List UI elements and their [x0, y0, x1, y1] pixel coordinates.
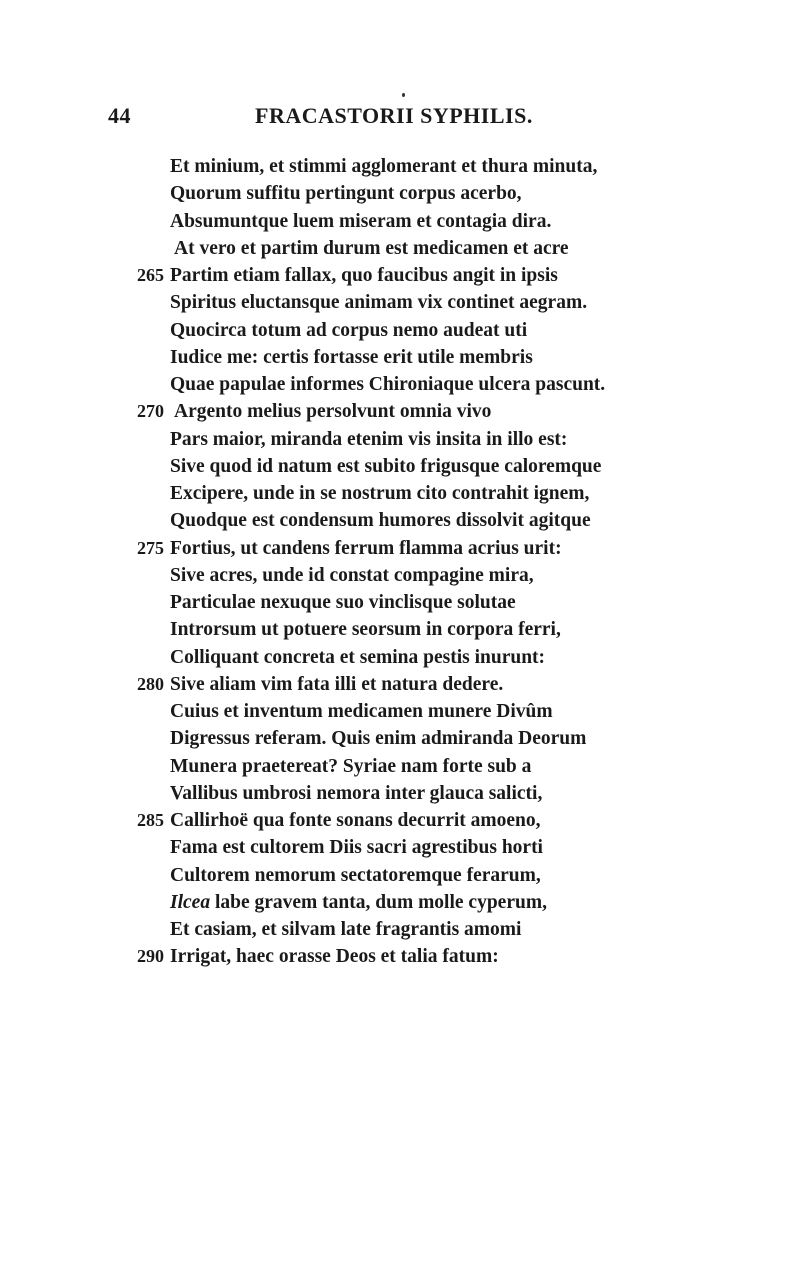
line-text-rest: labe gravem tanta, dum molle cyperum, — [214, 891, 547, 913]
page-number: 44 — [108, 103, 131, 128]
verse-line — [0, 344, 800, 371]
line-text: Digressus referam. Quis enim admiranda Deorum — [170, 728, 587, 750]
line-text: Irrigat, haec orasse Deos et talia fatum: — [170, 946, 499, 968]
line-text — [170, 889, 547, 916]
line-text: Excipere, unde in se nostrum cito contrahit ignem, — [170, 483, 590, 504]
line-text: Cuius et inventum medicamen munere Divûm — [170, 701, 553, 722]
verse-line — [0, 262, 800, 289]
line-text: Colliquant concreta et semina pestis inurunt: — [170, 646, 546, 668]
verse-line — [0, 208, 800, 235]
line-text: Particulae nexuque suo vinclisque solutae — [170, 592, 516, 613]
line-text: Argento melius persolvunt omnia vivo — [174, 401, 492, 423]
line-text: Vallibus umbrosi nemora inter glauca salicti, — [170, 782, 543, 804]
verse-line — [0, 180, 800, 207]
line-text: Sive aliam vim fata illi et natura dedere. — [170, 673, 504, 695]
verse-line — [0, 535, 800, 562]
line-text: Et casiam, et silvam late fragrantis amomi — [170, 919, 522, 940]
verse-line — [0, 398, 800, 425]
line-text: Sive acres, unde id constat compagine mira, — [170, 564, 534, 586]
line-text: Partim etiam fallax, quo faucibus angit in ipsis — [170, 265, 558, 286]
verse-line — [0, 562, 800, 589]
verse-line — [0, 616, 800, 643]
line-number: 275 — [137, 537, 164, 558]
verse-line — [0, 371, 800, 398]
verse-block — [0, 153, 800, 971]
verse-line — [0, 753, 800, 780]
verse-line — [0, 589, 800, 616]
verse-line — [0, 780, 800, 807]
line-text: Iudice me: certis fortasse erit utile membris — [170, 346, 533, 368]
line-number: 285 — [137, 810, 164, 830]
line-number: 270 — [137, 401, 164, 422]
running-title: FRACASTORII SYPHILIS. — [255, 103, 533, 128]
verse-line — [0, 153, 800, 180]
line-text: Introrsum ut potuere seorsum in corpora ferri, — [170, 619, 561, 641]
italic-word: Ilcea — [170, 891, 211, 913]
line-text: Fama est cultorem Diis sacri agrestibus horti — [170, 837, 543, 859]
line-text: At vero et partim durum est medicamen et acre — [174, 237, 569, 259]
verse-line — [0, 862, 800, 889]
verse-line — [0, 317, 800, 344]
line-text: Fortius, ut candens ferrum flamma acrius urit: — [170, 537, 562, 559]
verse-line — [0, 644, 800, 671]
line-text: Quae papulae informes Chironiaque ulcera pascunt. — [170, 374, 606, 395]
line-number: 265 — [137, 265, 164, 285]
verse-line — [0, 671, 800, 698]
line-text: Sive quod id natum est subito frigusque caloremque — [170, 455, 602, 477]
line-text: Quocirca totum ad corpus nemo audeat uti — [170, 319, 528, 341]
verse-line — [0, 289, 800, 316]
verse-line — [0, 916, 800, 943]
verse-line — [0, 507, 800, 534]
verse-line — [0, 698, 800, 725]
line-number: 280 — [137, 673, 164, 694]
print-speck — [402, 93, 405, 97]
line-text: Munera praetereat? Syriae nam forte sub a — [170, 755, 532, 777]
line-text: Et minium, et stimmi agglomerant et thura minuta, — [170, 156, 598, 177]
verse-line — [0, 480, 800, 507]
verse-line — [0, 943, 800, 970]
line-text: Cultorem nemorum sectatoremque ferarum, — [170, 864, 541, 886]
line-text: Quorum suffitu pertingunt corpus acerbo, — [170, 183, 522, 205]
verse-line — [0, 453, 800, 480]
line-text: Absumuntque luem miseram et contagia dira. — [170, 210, 552, 232]
verse-line — [0, 834, 800, 861]
verse-line — [0, 807, 800, 834]
verse-line — [0, 725, 800, 752]
line-text: Pars maior, miranda etenim vis insita in illo est: — [170, 428, 568, 450]
verse-line — [0, 889, 800, 916]
line-text: Quodque est condensum humores dissolvit agitque — [170, 510, 591, 532]
verse-line — [0, 235, 800, 262]
line-number: 290 — [137, 946, 164, 967]
line-text: Spiritus eluctansque animam vix continet aegram. — [170, 292, 588, 314]
verse-line — [0, 426, 800, 453]
running-head — [108, 103, 708, 135]
line-text: Callirhoë qua fonte sonans decurrit amoeno, — [170, 810, 541, 831]
